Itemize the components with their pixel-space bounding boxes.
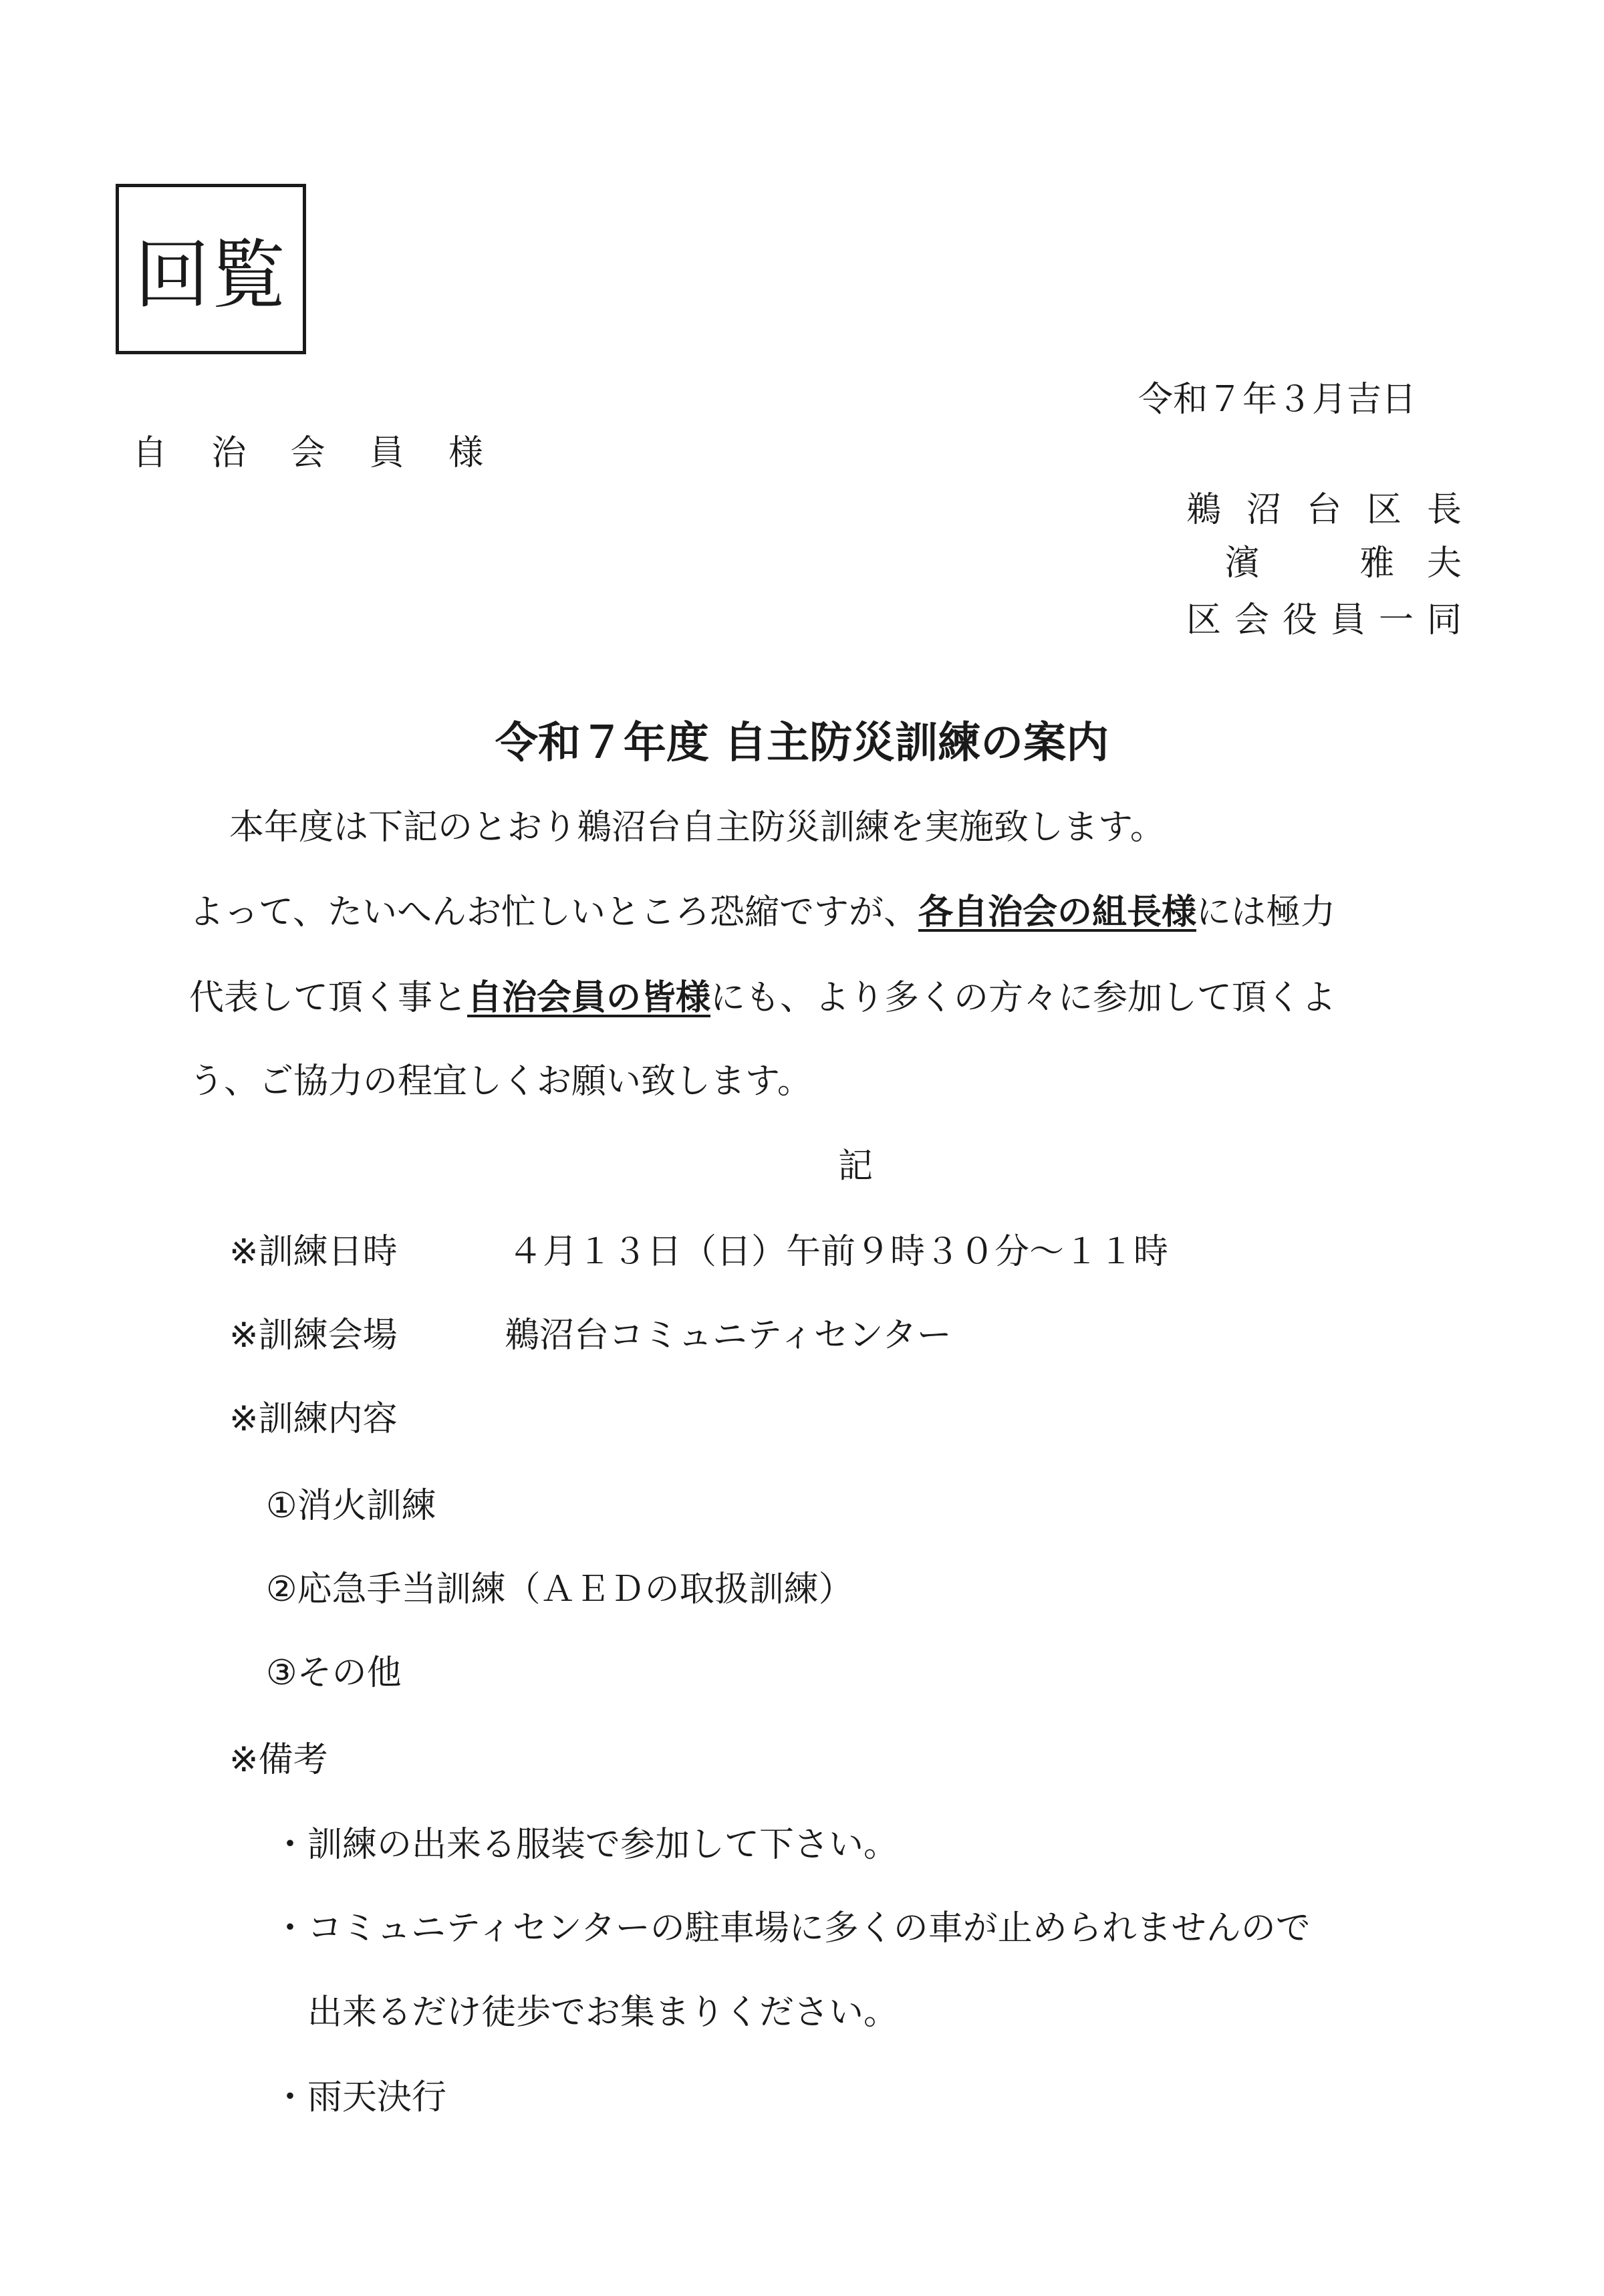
intro-line-3 <box>189 969 1336 1019</box>
intro-line-2 <box>189 884 1335 934</box>
date-label: ※訓練日時 <box>229 1232 398 1272</box>
intro-line-1: 本年度は下記のとおり鵜沼台自主防災訓練を実施致します。 <box>229 807 1165 848</box>
intro-line-3-pre: 代表して頂く事と <box>189 978 468 1018</box>
note-item-continuation: 出来るだけ徒歩でお集まりください。 <box>307 1993 899 2033</box>
intro-line-3-post: にも、より多くの方々に参加して頂くよ <box>710 978 1337 1018</box>
underlined-all-members: 自治会員の皆様 <box>467 978 711 1018</box>
sender-district-head: 鵜沼台区長 <box>1186 490 1462 530</box>
intro-line-2-post: には極力 <box>1196 892 1335 932</box>
content-item: ②応急手当訓練（ＡＥＤの取扱訓練） <box>266 1569 853 1610</box>
sender-name: 濱 雅夫 <box>1225 543 1462 584</box>
document-date: 令和７年３月吉日 <box>1138 380 1417 420</box>
content-item: ③その他 <box>266 1653 402 1693</box>
note-item: ・コミュニティセンターの駐車場に多くの車が止められませんので <box>273 1908 1311 1948</box>
intro-line-4: う、ご協力の程宜しくお願い致します。 <box>189 1061 812 1102</box>
content-label: ※訓練内容 <box>229 1399 398 1439</box>
ki-heading: 記 <box>837 1146 873 1186</box>
document-title: 令和７年度 自主防災訓練の案内 <box>495 719 1109 768</box>
underlined-group-leaders: 各自治会の組長様 <box>918 892 1196 932</box>
circulation-stamp-box <box>116 184 306 354</box>
content-item: ①消火訓練 <box>266 1486 436 1526</box>
intro-line-2-pre: よって、たいへんお忙しいところ恐縮ですが、 <box>189 892 918 932</box>
sender-officers: 区会役員一同 <box>1186 600 1462 640</box>
note-item: ・雨天決行 <box>273 2077 447 2118</box>
date-value: ４月１３日（日）午前９時３０分～１１時 <box>508 1232 1169 1272</box>
circulation-stamp-label: 回覧 <box>134 232 287 319</box>
note-item: ・訓練の出来る服装で参加して下さい。 <box>273 1825 899 1865</box>
addressee: 自治会員様 <box>132 433 483 473</box>
venue-label: ※訓練会場 <box>229 1315 398 1356</box>
venue-value: 鵜沼台コミュニティセンター <box>505 1315 952 1356</box>
notes-label: ※備考 <box>229 1740 328 1780</box>
